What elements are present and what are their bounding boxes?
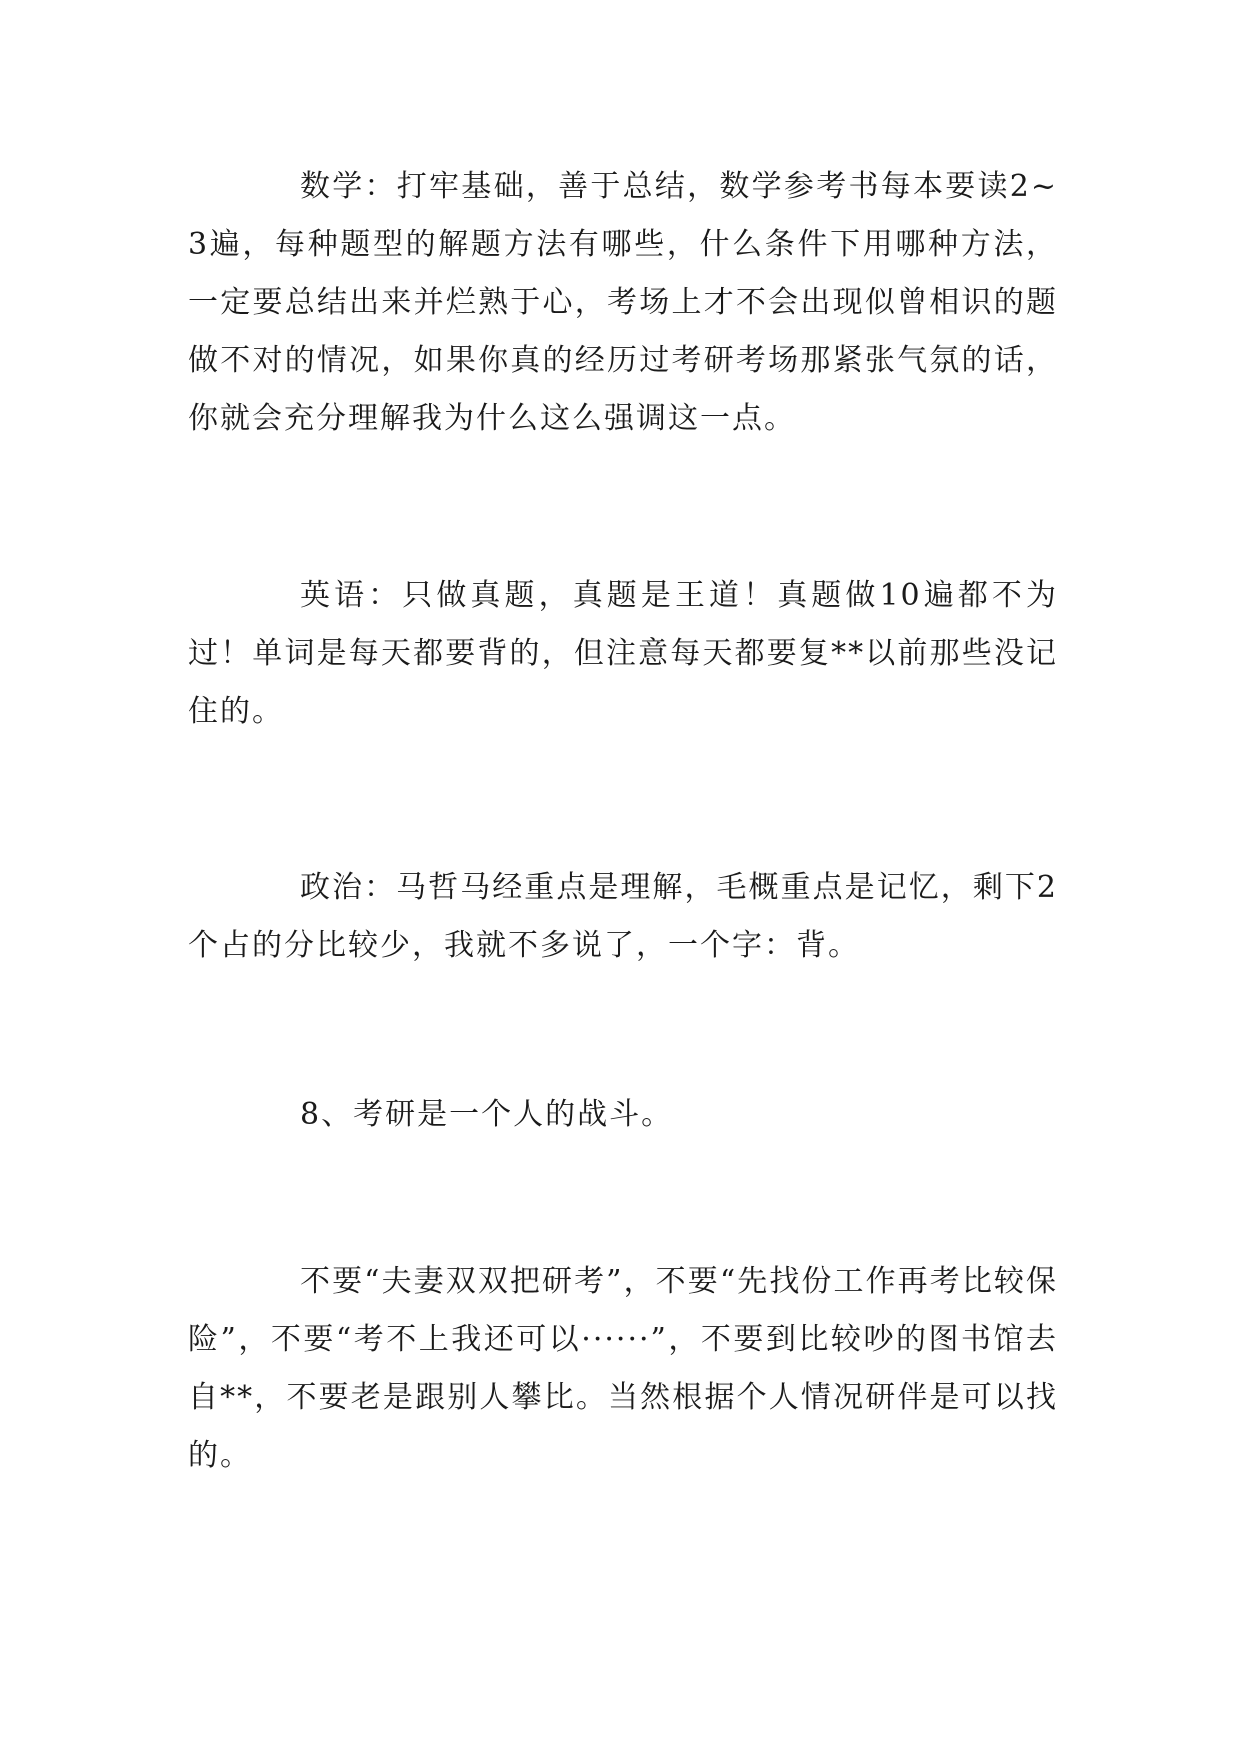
- english-paragraph: 英语：只做真题，真题是王道！真题做10遍都不为过！单词是每天都要背的，但注意每天都要复**以前那些没记住的。: [188, 578, 1058, 729]
- politics-paragraph: 政治：马哲马经重点是理解，毛概重点是记忆，剩下2个占的分比较少，我就不多说了，一个字：背。: [188, 870, 1058, 963]
- section-heading: 8、考研是一个人的战斗。: [300, 1097, 674, 1132]
- advice-paragraph: 不要“夫妻双双把研考”，不要“先找份工作再考比较保险”，不要“考不上我还可以······”，不要到比较吵的图书馆去自**，不要老是跟别人攀比。当然根据个人情况研伴是可以找的。: [188, 1264, 1058, 1473]
- math-paragraph: 数学：打牢基础，善于总结，数学参考书每本要读2~3遍，每种题型的解题方法有哪些，什么条件下用哪种方法，一定要总结出来并烂熟于心，考场上才不会出现似曾相识的题做不对的情况，如果你真的经历过考研考场那紧张气氛的话，你就会充分理解我为什么这么强调这一点。: [188, 169, 1058, 436]
